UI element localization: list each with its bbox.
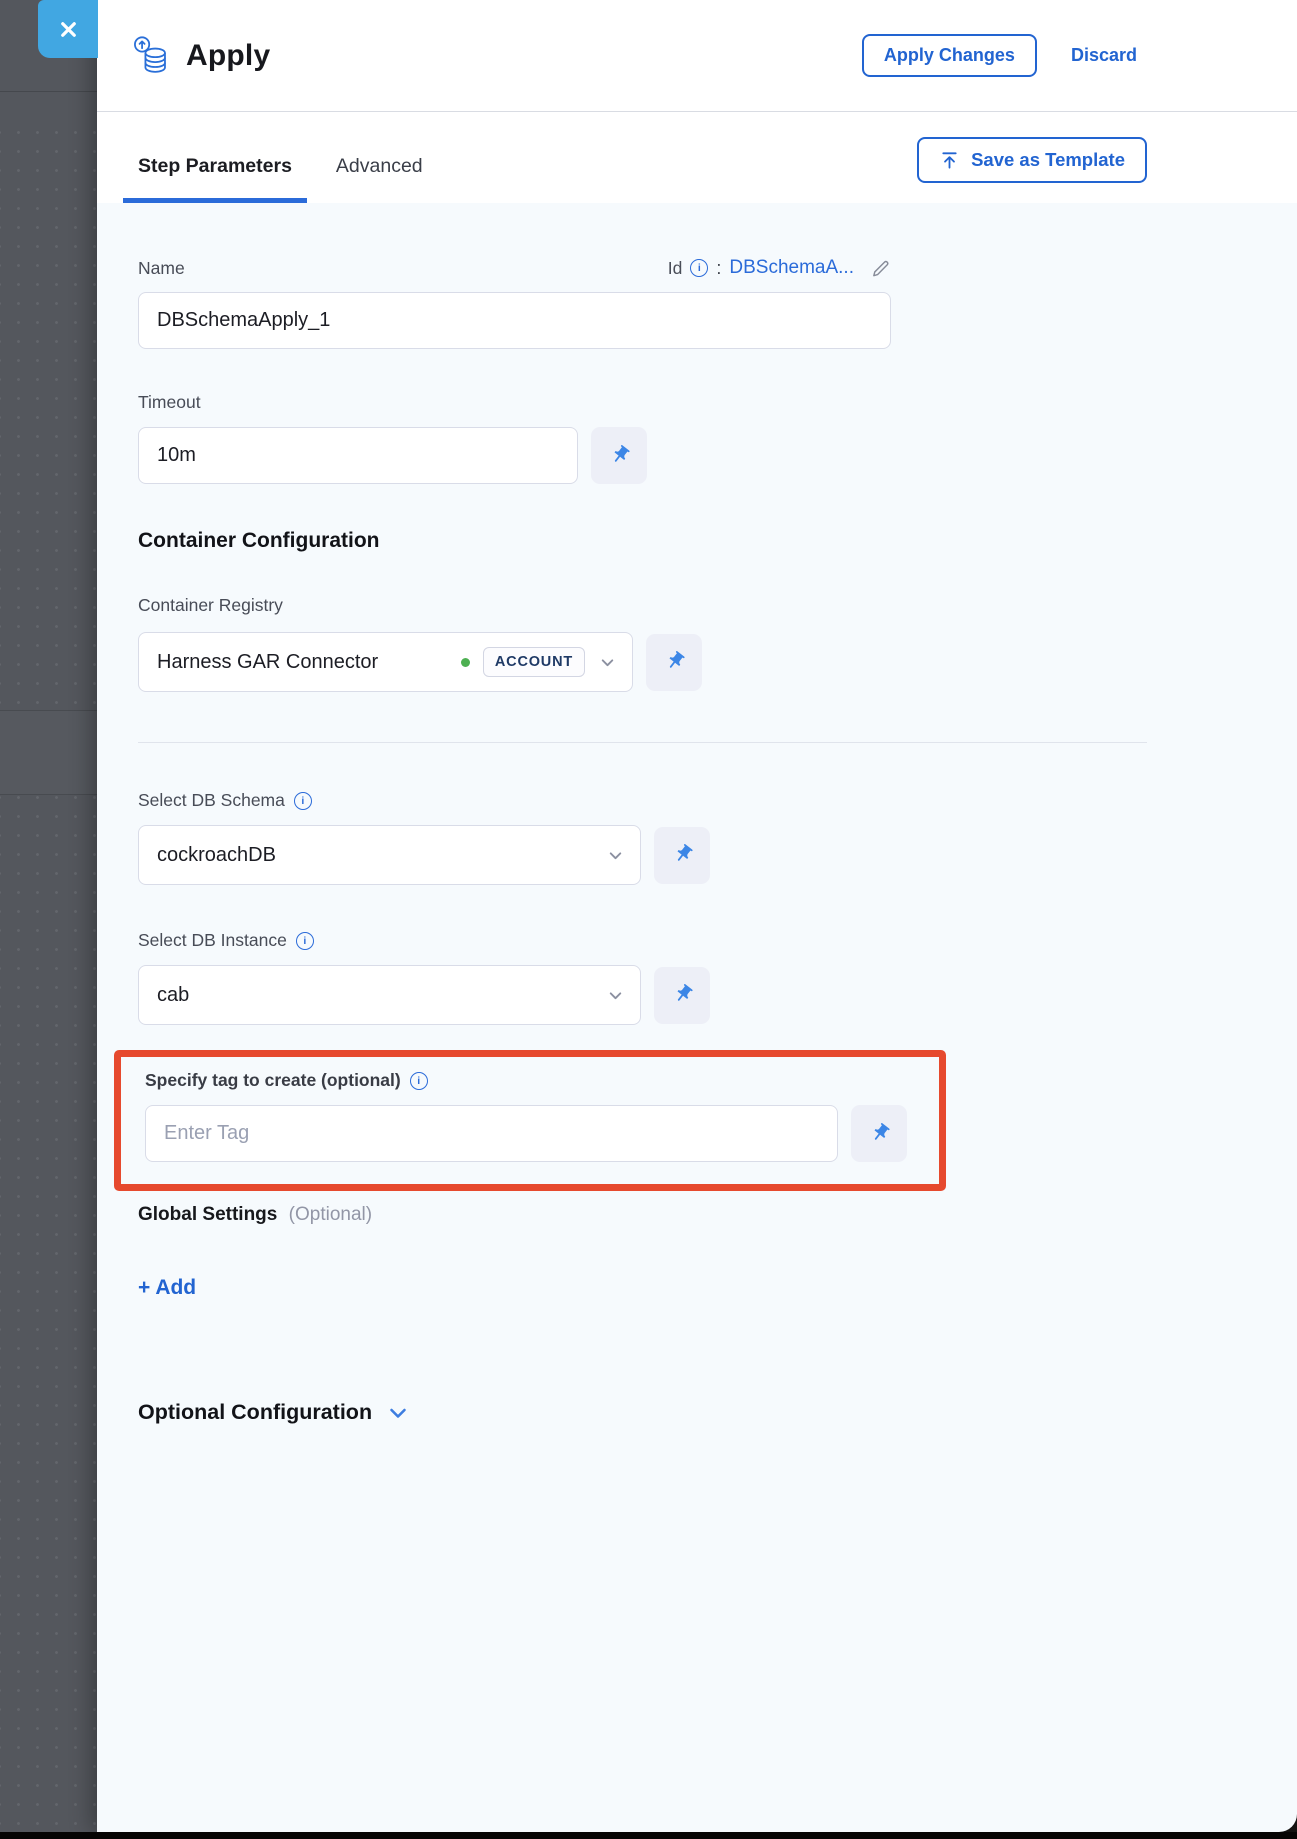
pin-icon xyxy=(603,440,634,472)
save-as-template-button[interactable] xyxy=(917,137,1147,183)
db-schema-label xyxy=(138,790,1147,811)
container-registry-group xyxy=(138,595,1147,692)
name-field-group xyxy=(138,257,891,349)
container-configuration-heading: Container Configuration xyxy=(138,529,380,552)
chevron-down-icon xyxy=(386,1401,410,1425)
tab-step-parameters[interactable]: Step Parameters xyxy=(123,155,307,203)
connector-status-dot xyxy=(461,658,470,667)
window-bottom-edge xyxy=(0,1832,1297,1839)
timeout-input[interactable] xyxy=(138,427,578,484)
optional-configuration-toggle[interactable] xyxy=(138,1400,1147,1425)
pin-icon xyxy=(863,1118,894,1150)
pin-button[interactable] xyxy=(654,827,710,884)
step-config-drawer xyxy=(97,0,1297,1832)
page-title: Apply xyxy=(186,38,271,72)
info-icon[interactable]: i xyxy=(410,1072,428,1090)
chevron-down-icon xyxy=(599,654,616,671)
db-instance-value: cab xyxy=(157,983,190,1006)
global-settings-optional-label: (Optional) xyxy=(288,1204,373,1225)
db-instance-select[interactable] xyxy=(138,965,641,1025)
tab-bar xyxy=(97,112,1297,203)
timeout-row xyxy=(138,427,1147,484)
tag-label xyxy=(145,1070,939,1091)
id-label: Id xyxy=(667,257,683,278)
optional-configuration-heading: Optional Configuration xyxy=(138,1400,373,1424)
add-global-setting-button[interactable]: + Add xyxy=(138,1276,197,1299)
db-schema-value: cockroachDB xyxy=(157,843,276,866)
step-id-value[interactable]: DBSchemaA... xyxy=(729,257,854,278)
canvas-divider xyxy=(0,91,97,92)
canvas-stage-band xyxy=(0,710,97,795)
tag-input[interactable] xyxy=(145,1105,838,1162)
pin-icon xyxy=(658,646,689,678)
timeout-label: Timeout xyxy=(138,392,201,412)
container-registry-value: Harness GAR Connector xyxy=(157,650,379,673)
scope-badge: ACCOUNT xyxy=(483,647,585,677)
db-schema-row xyxy=(138,825,1147,885)
pin-icon xyxy=(666,839,697,871)
db-instance-label-text: Select DB Instance xyxy=(138,930,287,950)
pin-icon xyxy=(666,979,697,1011)
upload-icon xyxy=(939,150,960,171)
section-divider xyxy=(138,742,1147,743)
step-parameters-form xyxy=(97,203,1297,1425)
container-registry-row xyxy=(138,632,1147,692)
info-icon[interactable]: i xyxy=(294,792,312,810)
pencil-icon xyxy=(870,258,891,279)
global-settings-label: Global Settings xyxy=(138,1204,278,1225)
apply-changes-button[interactable]: Apply Changes xyxy=(862,34,1037,77)
db-instance-row xyxy=(138,965,1147,1025)
db-instance-label xyxy=(138,930,1147,951)
chevron-down-icon xyxy=(607,987,624,1004)
pin-button[interactable] xyxy=(654,967,710,1024)
pin-button[interactable] xyxy=(851,1105,907,1162)
tab-advanced[interactable]: Advanced xyxy=(335,155,423,177)
info-icon[interactable]: i xyxy=(296,932,314,950)
timeout-field-group xyxy=(138,392,1147,484)
name-label: Name xyxy=(138,258,185,278)
pipeline-canvas xyxy=(0,0,97,1832)
db-instance-group xyxy=(138,930,1147,1025)
close-drawer-button[interactable] xyxy=(38,0,98,58)
global-settings-row xyxy=(138,1204,1147,1226)
container-registry-label: Container Registry xyxy=(138,595,283,615)
db-schema-label-text: Select DB Schema xyxy=(138,790,285,810)
tag-row xyxy=(145,1105,939,1162)
tag-label-text: Specify tag to create (optional) xyxy=(145,1070,401,1090)
pin-button[interactable] xyxy=(646,634,702,691)
id-colon: : xyxy=(716,257,722,278)
info-icon[interactable]: i xyxy=(690,259,708,277)
title-wrap xyxy=(131,35,862,77)
name-input[interactable] xyxy=(138,292,891,349)
chevron-down-icon xyxy=(607,847,624,864)
db-schema-group xyxy=(138,790,1147,885)
step-id-group xyxy=(668,257,891,279)
close-icon xyxy=(57,18,80,41)
save-as-template-label: Save as Template xyxy=(971,149,1125,170)
tag-highlight-annotation xyxy=(114,1050,946,1191)
drawer-header xyxy=(97,0,1297,112)
db-schema-select[interactable] xyxy=(138,825,641,885)
name-label-row xyxy=(138,257,891,279)
edit-id-button[interactable] xyxy=(870,258,891,279)
pin-button[interactable] xyxy=(591,427,647,484)
discard-button[interactable]: Discard xyxy=(1070,45,1137,65)
db-apply-step-icon xyxy=(131,35,171,77)
container-registry-select[interactable] xyxy=(138,632,633,692)
